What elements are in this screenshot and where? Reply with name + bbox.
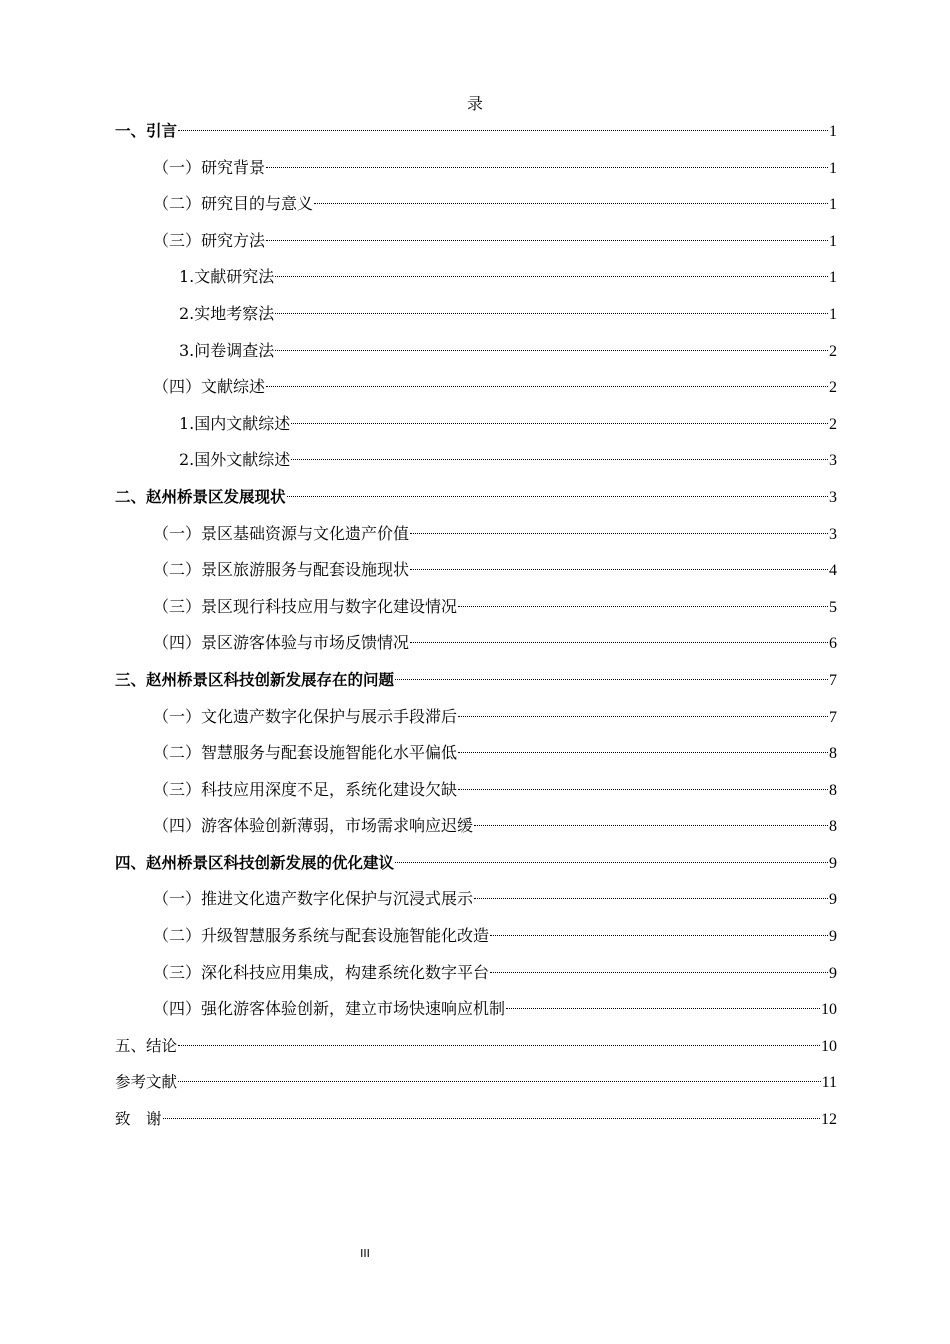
toc-entry-label: 1.国内文献综述 [179, 413, 291, 433]
toc-entry-page: 1 [829, 123, 837, 140]
toc-entry[interactable] [115, 482, 837, 519]
toc-entry-label: （二）景区旅游服务与配套设施现状 [153, 560, 410, 580]
toc-entry-page: 2 [829, 342, 837, 360]
toc-entry-label: （三）研究方法 [153, 230, 266, 250]
toc-entry-page: 12 [821, 1111, 837, 1129]
toc-entry-label: 致 谢 [115, 1110, 162, 1129]
dot-leader [287, 496, 828, 497]
dot-leader [395, 679, 828, 680]
toc-entry-label: （四）游客体验创新薄弱，市场需求响应迟缓 [153, 816, 474, 836]
toc-entry-label: 四、赵州桥景区科技创新发展的优化建议 [115, 853, 395, 872]
toc-entry-page: 2 [829, 415, 837, 433]
toc-entry-page: 3 [829, 452, 837, 470]
toc-entry-label: 五、结论 [115, 1036, 178, 1055]
toc-entry[interactable] [115, 409, 837, 446]
toc-entry-label: 3.问卷调查法 [179, 340, 275, 360]
toc-entry-page: 1 [829, 305, 837, 323]
toc-entry-label: （一）景区基础资源与文化遗产价值 [153, 523, 410, 543]
toc-entry[interactable] [115, 372, 837, 409]
toc-entry[interactable] [115, 519, 837, 556]
dot-leader [266, 386, 828, 387]
dot-leader [275, 350, 828, 351]
toc-entry-page: 10 [821, 1001, 837, 1019]
toc-entry-page: 8 [829, 818, 837, 836]
toc-entry-label: 2.实地考察法 [179, 303, 275, 323]
toc-entry[interactable] [115, 189, 837, 226]
toc-entry-label: （三）科技应用深度不足，系统化建设欠缺 [153, 779, 458, 799]
toc-entry-page: 6 [829, 635, 837, 653]
toc-entry[interactable] [115, 262, 837, 299]
toc-entry-label: 三、赵州桥景区科技创新发展存在的问题 [115, 670, 395, 689]
toc-entry-page: 5 [829, 598, 837, 616]
toc-entry-page: 4 [829, 562, 837, 580]
dot-leader [458, 606, 828, 607]
toc-entry-page: 9 [829, 928, 837, 946]
dot-leader [163, 1118, 820, 1119]
dot-leader [314, 203, 828, 204]
toc-entry[interactable] [115, 884, 837, 921]
toc-entry[interactable] [115, 153, 837, 190]
toc-entry[interactable] [115, 738, 837, 775]
toc-entry-label: （二）升级智慧服务系统与配套设施智能化改造 [153, 926, 490, 946]
toc-entry-page: 1 [829, 159, 837, 177]
dot-leader [458, 752, 828, 753]
toc-entry[interactable] [115, 445, 837, 482]
toc-entry-page: 2 [829, 379, 837, 397]
toc-entry-page: 3 [829, 488, 837, 506]
toc-entry-label: 一、引言 [115, 122, 178, 140]
toc-entry-page: 11 [821, 1074, 837, 1092]
dot-leader [458, 716, 828, 717]
toc-entry-page: 10 [821, 1037, 837, 1055]
toc-entry[interactable] [115, 1031, 837, 1068]
toc-entry-label: 参考文献 [115, 1073, 178, 1092]
dot-leader [395, 862, 828, 863]
toc-entry[interactable] [115, 555, 837, 592]
dot-leader [506, 1008, 820, 1009]
toc-entry-page: 3 [829, 525, 837, 543]
dot-leader [490, 935, 828, 936]
toc-entry[interactable] [115, 1104, 837, 1141]
toc-entry[interactable] [115, 848, 837, 885]
toc-entry-label: 1.文献研究法 [179, 267, 275, 287]
toc-entry-page: 1 [829, 232, 837, 250]
toc-entry-label: （三）深化科技应用集成，构建系统化数字平台 [153, 962, 490, 982]
toc-entry[interactable] [115, 958, 837, 995]
toc-entry-label: （二）研究目的与意义 [153, 194, 314, 214]
toc-entry-label: （四）强化游客体验创新，建立市场快速响应机制 [153, 999, 506, 1019]
dot-leader [275, 313, 828, 314]
toc-entry-page: 1 [829, 269, 837, 287]
toc-entry-label: （四）文献综述 [153, 377, 266, 397]
toc-entry-label: （一）推进文化遗产数字化保护与沉浸式展示 [153, 889, 474, 909]
table-of-contents [115, 116, 837, 1141]
toc-entry[interactable] [115, 628, 837, 665]
dot-leader [458, 789, 828, 790]
dot-leader [410, 642, 828, 643]
dot-leader [490, 972, 828, 973]
toc-title: 录 [466, 94, 483, 113]
toc-entry[interactable] [115, 226, 837, 263]
dot-leader [178, 130, 828, 131]
toc-entry-page: 9 [829, 964, 837, 982]
toc-entry[interactable] [115, 336, 837, 373]
toc-entry-label: 二、赵州桥景区发展现状 [115, 487, 286, 506]
dot-leader [291, 423, 828, 424]
dot-leader [410, 533, 828, 534]
toc-entry-label: （三）景区现行科技应用与数字化建设情况 [153, 596, 458, 616]
toc-entry[interactable] [115, 1067, 837, 1104]
toc-entry[interactable] [115, 921, 837, 958]
toc-entry-label: 2.国外文献综述 [179, 450, 291, 470]
dot-leader [474, 898, 828, 899]
page-number: III [360, 1247, 370, 1260]
toc-entry[interactable] [115, 811, 837, 848]
toc-entry-label: （一）研究背景 [153, 157, 266, 177]
dot-leader [275, 276, 828, 277]
toc-entry-label: （二）智慧服务与配套设施智能化水平偏低 [153, 743, 458, 763]
toc-entry-page: 8 [829, 745, 837, 763]
toc-entry[interactable] [115, 665, 837, 702]
dot-leader [291, 459, 828, 460]
dot-leader [178, 1081, 821, 1082]
toc-entry-label: （一）文化遗产数字化保护与展示手段滞后 [153, 706, 458, 726]
toc-entry-label: （四）景区游客体验与市场反馈情况 [153, 633, 410, 653]
dot-leader [266, 240, 828, 241]
toc-entry[interactable] [115, 592, 837, 629]
toc-entry-page: 1 [829, 196, 837, 214]
dot-leader [474, 825, 828, 826]
toc-entry-page: 8 [829, 781, 837, 799]
toc-entry[interactable] [115, 299, 837, 336]
toc-entry[interactable] [115, 994, 837, 1031]
toc-entry[interactable] [115, 116, 837, 153]
dot-leader [266, 167, 828, 168]
dot-leader [178, 1045, 820, 1046]
toc-entry-page: 7 [829, 708, 837, 726]
toc-entry-page: 9 [829, 854, 837, 872]
dot-leader [410, 569, 828, 570]
toc-entry[interactable] [115, 702, 837, 739]
toc-entry-page: 9 [829, 891, 837, 909]
toc-entry-page: 7 [829, 671, 837, 689]
toc-entry[interactable] [115, 775, 837, 812]
